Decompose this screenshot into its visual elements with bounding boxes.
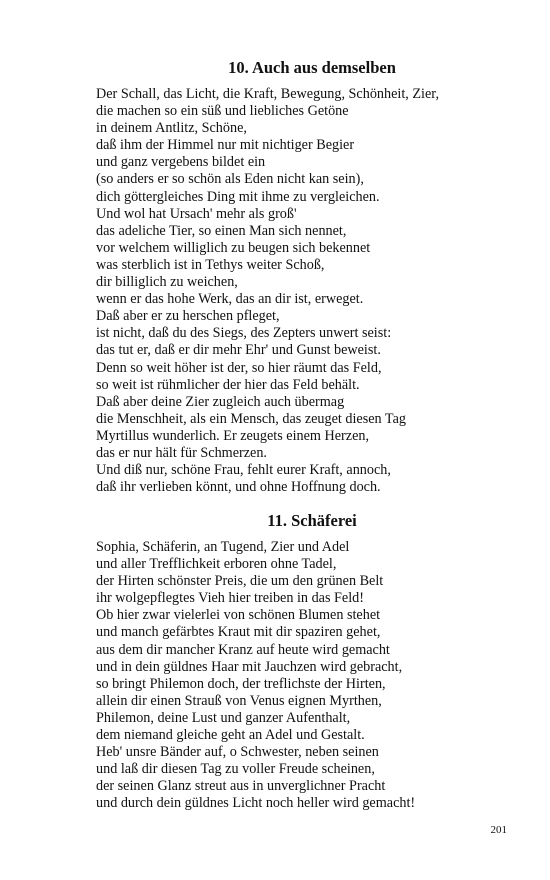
poem-line: wenn er das hohe Werk, das an dir ist, erweget. [96,291,364,308]
poem-line: Sophia, Schäferin, an Tugend, Zier und Adel [96,539,350,555]
poem-line: und ganz vergebens bildet ein [96,154,266,171]
poem-line: Myrtillus wunderlich. Er zeugets einem Herzen, [96,427,370,444]
poem-line: (so anders er so schön als Eden nicht kan sein), [96,171,364,188]
poem-line: was sterblich ist in Tethys weiter Schoß, [96,256,325,273]
poem-line: der seinen Glanz streut aus in unverglichner Pracht [96,778,386,795]
poem-line: die machen so ein süß und liebliches Getöne [96,103,349,120]
page-number: 201 [490,824,507,836]
poem-line: so bringt Philemon doch, der treflichste der Hirten, [96,675,386,692]
poem-line: Ob hier zwar vielerlei von schönen Blumen stehet [96,607,381,624]
poem-title: 11. Schäferei [267,511,357,530]
poem-line: Heb' unsre Bänder auf, o Schwester, neben seinen [96,744,379,761]
poem-line: das er nur hält für Schmerzen. [96,444,267,461]
poem-line: Daß aber er zu herschen pfleget, [96,308,280,325]
poem-line: vor welchem williglich zu beugen sich bekennet [96,239,371,256]
poem-line: die Menschheit, als ein Mensch, das zeuget diesen Tag [96,410,406,427]
poem-line: dem niemand gleiche geht an Adel und Gestalt. [96,727,365,744]
poem-line: der Hirten schönster Preis, die um den grünen Belt [96,573,384,590]
poem-line: so weit ist rühmlicher der hier das Feld behält. [96,376,360,393]
poem-line: aus dem dir mancher Kranz auf heute wird gemacht [96,641,390,658]
poem-line: in deinem Antlitz, Schöne, [96,120,247,137]
poem-line: und manch gefärbtes Kraut mit dir spaziren gehet, [96,624,381,641]
poem-line: Philemon, deine Lust und ganzer Aufenthalt, [96,709,351,726]
poem-body [96,539,516,813]
poem-line: daß ihr verlieben könnt, und ohne Hoffnung doch. [96,479,381,496]
poem-line: dich göttergleiches Ding mit ihme zu vergleichen. [96,188,380,205]
poem-line: ist nicht, daß du des Siegs, des Zepters unwert seist: [96,325,392,342]
poem-line: und laß dir diesen Tag zu voller Freude scheinen, [96,761,375,778]
poem-10 [96,56,516,496]
poem-line: und durch dein güldnes Licht noch heller wird gemacht! [96,795,416,812]
poem-title: 10. Auch aus demselben [228,58,396,77]
poem-line: dir billiglich zu weichen, [96,274,238,291]
poem-line: Und diß nur, schöne Frau, fehlt eurer Kraft, annoch, [96,462,391,479]
poem-line: Denn so weit höher ist der, so hier räumt das Feld, [96,359,382,376]
poem-line: das adeliche Tier, so einen Man sich nennet, [96,222,347,239]
poem-line: allein dir einen Strauß von Venus eignen Myrthen, [96,692,382,709]
poem-line: ihr wolgepflegtes Vieh hier treiben in das Feld! [96,590,364,607]
poem-line: das tut er, daß er dir mehr Ehr' und Gunst beweist. [96,342,381,359]
poem-line: und in dein güldnes Haar mit Jauchzen wird gebracht, [96,658,403,675]
poem-line: und aller Trefflichkeit erboren ohne Tadel, [96,556,337,573]
poem-line: Der Schall, das Licht, die Kraft, Bewegung, Schönheit, Zier, [96,86,439,102]
poem-line: Und wol hat Ursach' mehr als groß' [96,205,297,222]
poem-line: daß ihm der Himmel nur mit nichtiger Begier [96,137,355,154]
poem-line: Daß aber deine Zier zugleich auch übermag [96,393,345,410]
poem-body [96,86,516,496]
poem-11 [96,509,516,813]
